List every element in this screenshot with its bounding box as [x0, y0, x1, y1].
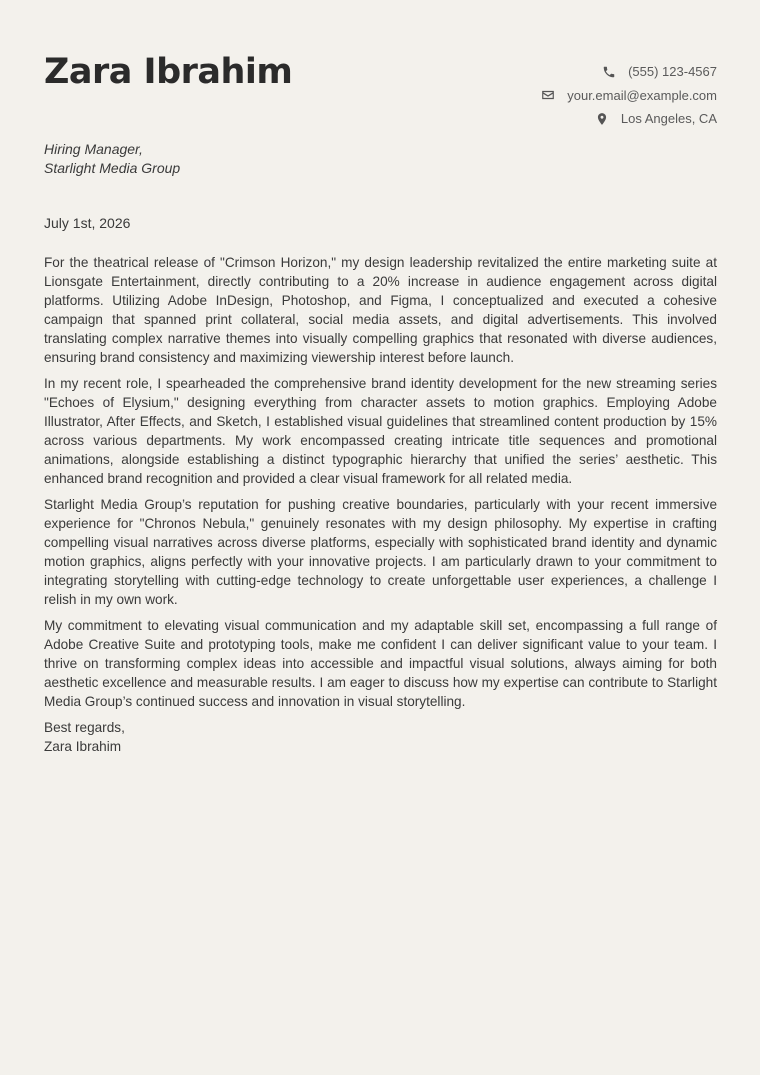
contact-phone-row — [541, 60, 717, 84]
contact-email-text: your.email@example.com — [567, 87, 717, 103]
phone-icon — [602, 65, 616, 79]
letter-date: July 1st, 2026 — [44, 215, 131, 231]
contact-location-text: Los Angeles, CA — [620, 111, 717, 127]
closing-signature: Zara Ibrahim — [44, 739, 122, 754]
contact-info — [541, 60, 717, 131]
recipient-company: Starlight Media Group — [44, 160, 181, 176]
body-paragraph: In my recent role, I spearheaded the comprehensive brand identity development for the new streaming series "Echoes of Elysium," designing everything from character assets to motion graphics. Employing Adobe Illustrator, After Effects, and Sketch, I established visual guidelines that streamlined content production by 15% across various departments. My work encompassed creating intricate title sequences and promotional animations, alongside establishing a distinct typographic hierarchy that unified the series’ aesthetic. This enhanced brand recognition and provided a clear visual framework for all related media. — [44, 376, 717, 486]
cover-letter-page — [44, 0, 717, 1075]
map-pin-icon — [595, 112, 609, 126]
body-paragraph: Starlight Media Group’s reputation for pushing creative boundaries, particularly with your recent immersive experience for "Chronos Nebula," genuinely resonates with my design philosophy. My expertise in crafting compelling visual narratives across diverse platforms, especially with sophisticated brand identity and dynamic motion graphics, aligns perfectly with your innovative projects. I am particularly drawn to your commitment to integrating storytelling with cutting-edge technology to create unforgettable user experiences, a challenge I relish in my own work. — [44, 497, 717, 607]
body-paragraph: My commitment to elevating visual communication and my adaptable skill set, encompassing a full range of Adobe Creative Suite and prototyping tools, make me confident I can deliver significant value to your team. I thrive on transforming complex ideas into accessible and impactful visual solutions, always aiming for both aesthetic excellence and measurable results. I am eager to discuss how my expertise can contribute to Starlight Media Group’s continued success and innovation in visual storytelling. — [44, 618, 717, 709]
contact-email-row — [541, 84, 717, 108]
contact-location-row — [541, 107, 717, 131]
recipient-title: Hiring Manager, — [44, 141, 143, 157]
envelope-icon — [541, 88, 555, 102]
recipient-block — [44, 140, 180, 178]
letter-header — [44, 50, 717, 130]
body-paragraph: For the theatrical release of "Crimson Horizon," my design leadership revitalized the entire marketing suite at Lionsgate Entertainment, directly contributing to a 20% increase in audience engagement across digital platforms. Utilizing Adobe InDesign, Photoshop, and Figma, I conceptualized and executed a cohesive campaign that spanned print collateral, social media assets, and digital advertisements. This involved translating complex narrative themes into visually compelling graphics that resonated with diverse audiences, ensuring brand consistency and maximizing viewership interest before launch. — [44, 255, 717, 365]
contact-phone-text: (555) 123-4567 — [628, 64, 717, 80]
sender-name: Zara Ibrahim — [44, 52, 293, 92]
signoff-block — [44, 718, 717, 756]
letter-body — [44, 253, 717, 756]
closing-salutation: Best regards, — [44, 720, 125, 735]
